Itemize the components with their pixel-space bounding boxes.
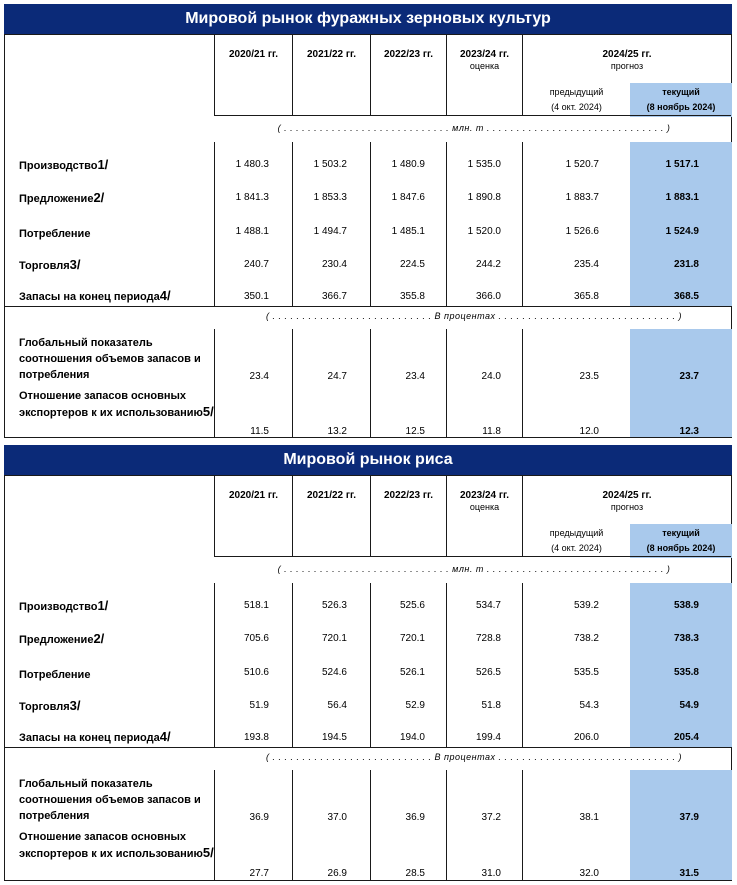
value-cell: 224.5 — [399, 259, 425, 270]
feed-grains-table — [4, 4, 732, 438]
unit-row-mln-t: ( . . . . . . . . . . . . . . . . . . . . . . . . . . . . млн. т . . . . . . . . . . . . . . . . . . . . . . . . . . . . . . ) — [277, 564, 671, 574]
value-cell: 524.6 — [321, 667, 347, 678]
unit-row-percent: ( . . . . . . . . . . . . . . . . . . . . . . . . . . . В процентах . . . . . . . . . . . . . . . . . . . . . . . . . . . . . . ) — [265, 752, 683, 762]
value-cell: 539.2 — [573, 600, 599, 611]
value-cell-current: 54.9 — [679, 700, 699, 711]
value-cell: 51.9 — [249, 700, 269, 711]
value-cell: 1 488.1 — [235, 226, 269, 237]
value-cell-current: 1 517.1 — [665, 159, 699, 170]
value-cell-current: 1 883.1 — [665, 192, 699, 203]
value-cell: 1 526.6 — [565, 226, 599, 237]
value-cell: 728.8 — [475, 633, 501, 644]
value-cell-current: 23.7 — [679, 371, 699, 382]
value-cell: 24.0 — [481, 371, 501, 382]
header-2020-21: 2020/21 гг. — [228, 49, 279, 60]
table-title: Мировой рынок риса — [4, 445, 732, 475]
row-label-supply: Предложение2/ — [19, 631, 105, 646]
value-cell: 535.5 — [573, 667, 599, 678]
value-cell: 526.1 — [399, 667, 425, 678]
value-cell: 31.0 — [481, 868, 501, 879]
value-cell: 23.4 — [405, 371, 425, 382]
value-cell-current: 37.9 — [679, 812, 699, 823]
value-cell: 13.2 — [327, 426, 347, 437]
value-cell: 24.7 — [327, 371, 347, 382]
header-2024-25: 2024/25 гг. — [602, 490, 652, 501]
header-current: текущий — [662, 87, 700, 97]
value-cell: 1 847.6 — [391, 192, 425, 203]
header-2023-24: 2023/24 гг. — [459, 49, 510, 60]
header-current: текущий — [662, 528, 700, 538]
value-cell: 194.5 — [321, 732, 347, 743]
value-cell: 206.0 — [573, 732, 599, 743]
value-cell: 705.6 — [243, 633, 269, 644]
value-cell: 52.9 — [405, 700, 425, 711]
value-cell: 1 841.3 — [235, 192, 269, 203]
value-cell: 37.0 — [327, 812, 347, 823]
row-label-exporters-ratio: Отношение запасов основных экспортеров к их использованию5/ — [19, 390, 214, 419]
value-cell: 518.1 — [243, 600, 269, 611]
value-cell: 1 503.2 — [313, 159, 347, 170]
row-label-stocks-to-use: Глобальный показатель соотношения объемов запасов и потребления — [19, 337, 201, 381]
value-cell: 23.5 — [579, 371, 599, 382]
header-previous-date: (4 окт. 2024) — [551, 102, 602, 112]
value-cell: 51.8 — [481, 700, 501, 711]
value-cell: 1 890.8 — [467, 192, 501, 203]
header-estimate: оценка — [469, 61, 500, 71]
row-label-consumption: Потребление — [19, 228, 91, 240]
value-cell: 366.0 — [475, 291, 501, 302]
value-cell-current: 738.3 — [673, 633, 699, 644]
table-title: Мировой рынок фуражных зерновых культур — [4, 4, 732, 34]
header-2021-22: 2021/22 гг. — [306, 49, 357, 60]
value-cell: 1 883.7 — [565, 192, 599, 203]
value-cell: 365.8 — [573, 291, 599, 302]
value-cell: 1 480.3 — [235, 159, 269, 170]
header-2021-22: 2021/22 гг. — [306, 490, 357, 501]
table-frame — [4, 475, 732, 881]
value-cell-current: 12.3 — [679, 426, 699, 437]
value-cell: 720.1 — [321, 633, 347, 644]
header-forecast: прогноз — [610, 61, 644, 71]
value-cell: 37.2 — [481, 812, 501, 823]
value-cell: 36.9 — [405, 812, 425, 823]
value-cell: 720.1 — [399, 633, 425, 644]
row-label-supply: Предложение2/ — [19, 190, 105, 205]
header-current-date: (8 ноябрь 2024) — [646, 102, 716, 112]
current-forecast-ratio-highlight — [630, 329, 732, 437]
value-cell: 1 853.3 — [313, 192, 347, 203]
header-estimate: оценка — [469, 502, 500, 512]
row-label-stocks-to-use: Глобальный показатель соотношения объемов запасов и потребления — [19, 778, 201, 822]
row-label-ending-stocks: Запасы на конец периода4/ — [19, 729, 171, 744]
value-cell: 199.4 — [475, 732, 501, 743]
value-cell: 36.9 — [249, 812, 269, 823]
row-label-trade: Торговля3/ — [19, 698, 81, 713]
value-cell-current: 535.8 — [673, 667, 699, 678]
value-cell-current: 205.4 — [673, 732, 699, 743]
value-cell-current: 368.5 — [673, 291, 699, 302]
value-cell: 526.5 — [475, 667, 501, 678]
header-2023-24: 2023/24 гг. — [459, 490, 510, 501]
value-cell-current: 538.9 — [673, 600, 699, 611]
value-cell: 1 535.0 — [467, 159, 501, 170]
value-cell: 26.9 — [327, 868, 347, 879]
header-2022-23: 2022/23 гг. — [383, 49, 434, 60]
value-cell: 1 520.7 — [565, 159, 599, 170]
value-cell: 738.2 — [573, 633, 599, 644]
value-cell: 526.3 — [321, 600, 347, 611]
value-cell: 525.6 — [399, 600, 425, 611]
value-cell: 12.5 — [405, 426, 425, 437]
value-cell: 38.1 — [579, 812, 599, 823]
header-current-date: (8 ноябрь 2024) — [646, 543, 716, 553]
current-forecast-ratio-highlight — [630, 770, 732, 880]
header-previous: предыдущий — [549, 528, 604, 538]
table-frame — [4, 34, 732, 438]
header-2024-25: 2024/25 гг. — [602, 49, 652, 60]
value-cell: 1 494.7 — [313, 226, 347, 237]
value-cell: 1 485.1 — [391, 226, 425, 237]
unit-row-mln-t: ( . . . . . . . . . . . . . . . . . . . . . . . . . . . . млн. т . . . . . . . . . . . . . . . . . . . . . . . . . . . . . . ) — [277, 123, 671, 133]
value-cell: 56.4 — [327, 700, 347, 711]
unit-row-percent: ( . . . . . . . . . . . . . . . . . . . . . . . . . . . В процентах . . . . . . . . . . . . . . . . . . . . . . . . . . . . . . ) — [265, 311, 683, 321]
header-forecast: прогноз — [610, 502, 644, 512]
row-label-consumption: Потребление — [19, 669, 91, 681]
header-previous: предыдущий — [549, 87, 604, 97]
value-cell-current: 1 524.9 — [665, 226, 699, 237]
value-cell: 27.7 — [249, 868, 269, 879]
value-cell: 244.2 — [475, 259, 501, 270]
value-cell: 350.1 — [243, 291, 269, 302]
header-2020-21: 2020/21 гг. — [228, 490, 279, 501]
value-cell: 12.0 — [579, 426, 599, 437]
row-label-exporters-ratio: Отношение запасов основных экспортеров к их использованию5/ — [19, 831, 214, 860]
value-cell: 194.0 — [399, 732, 425, 743]
value-cell: 11.5 — [250, 426, 269, 437]
rice-table — [4, 445, 732, 881]
value-cell-current: 31.5 — [679, 868, 699, 879]
value-cell: 193.8 — [243, 732, 269, 743]
value-cell: 32.0 — [579, 868, 599, 879]
row-label-production: Производство1/ — [19, 157, 109, 172]
value-cell: 510.6 — [243, 667, 269, 678]
value-cell: 366.7 — [321, 291, 347, 302]
value-cell: 534.7 — [475, 600, 501, 611]
value-cell: 355.8 — [399, 291, 425, 302]
header-previous-date: (4 окт. 2024) — [551, 543, 602, 553]
header-2022-23: 2022/23 гг. — [383, 490, 434, 501]
value-cell: 23.4 — [249, 371, 269, 382]
value-cell: 28.5 — [405, 868, 425, 879]
row-label-trade: Торговля3/ — [19, 257, 81, 272]
value-cell: 240.7 — [243, 259, 269, 270]
value-cell: 235.4 — [573, 259, 599, 270]
value-cell: 1 480.9 — [391, 159, 425, 170]
value-cell: 1 520.0 — [467, 226, 501, 237]
value-cell: 11.8 — [482, 426, 501, 437]
value-cell: 54.3 — [579, 700, 599, 711]
row-label-ending-stocks: Запасы на конец периода4/ — [19, 288, 171, 303]
value-cell: 230.4 — [321, 259, 347, 270]
row-label-production: Производство1/ — [19, 598, 109, 613]
value-cell-current: 231.8 — [673, 259, 699, 270]
